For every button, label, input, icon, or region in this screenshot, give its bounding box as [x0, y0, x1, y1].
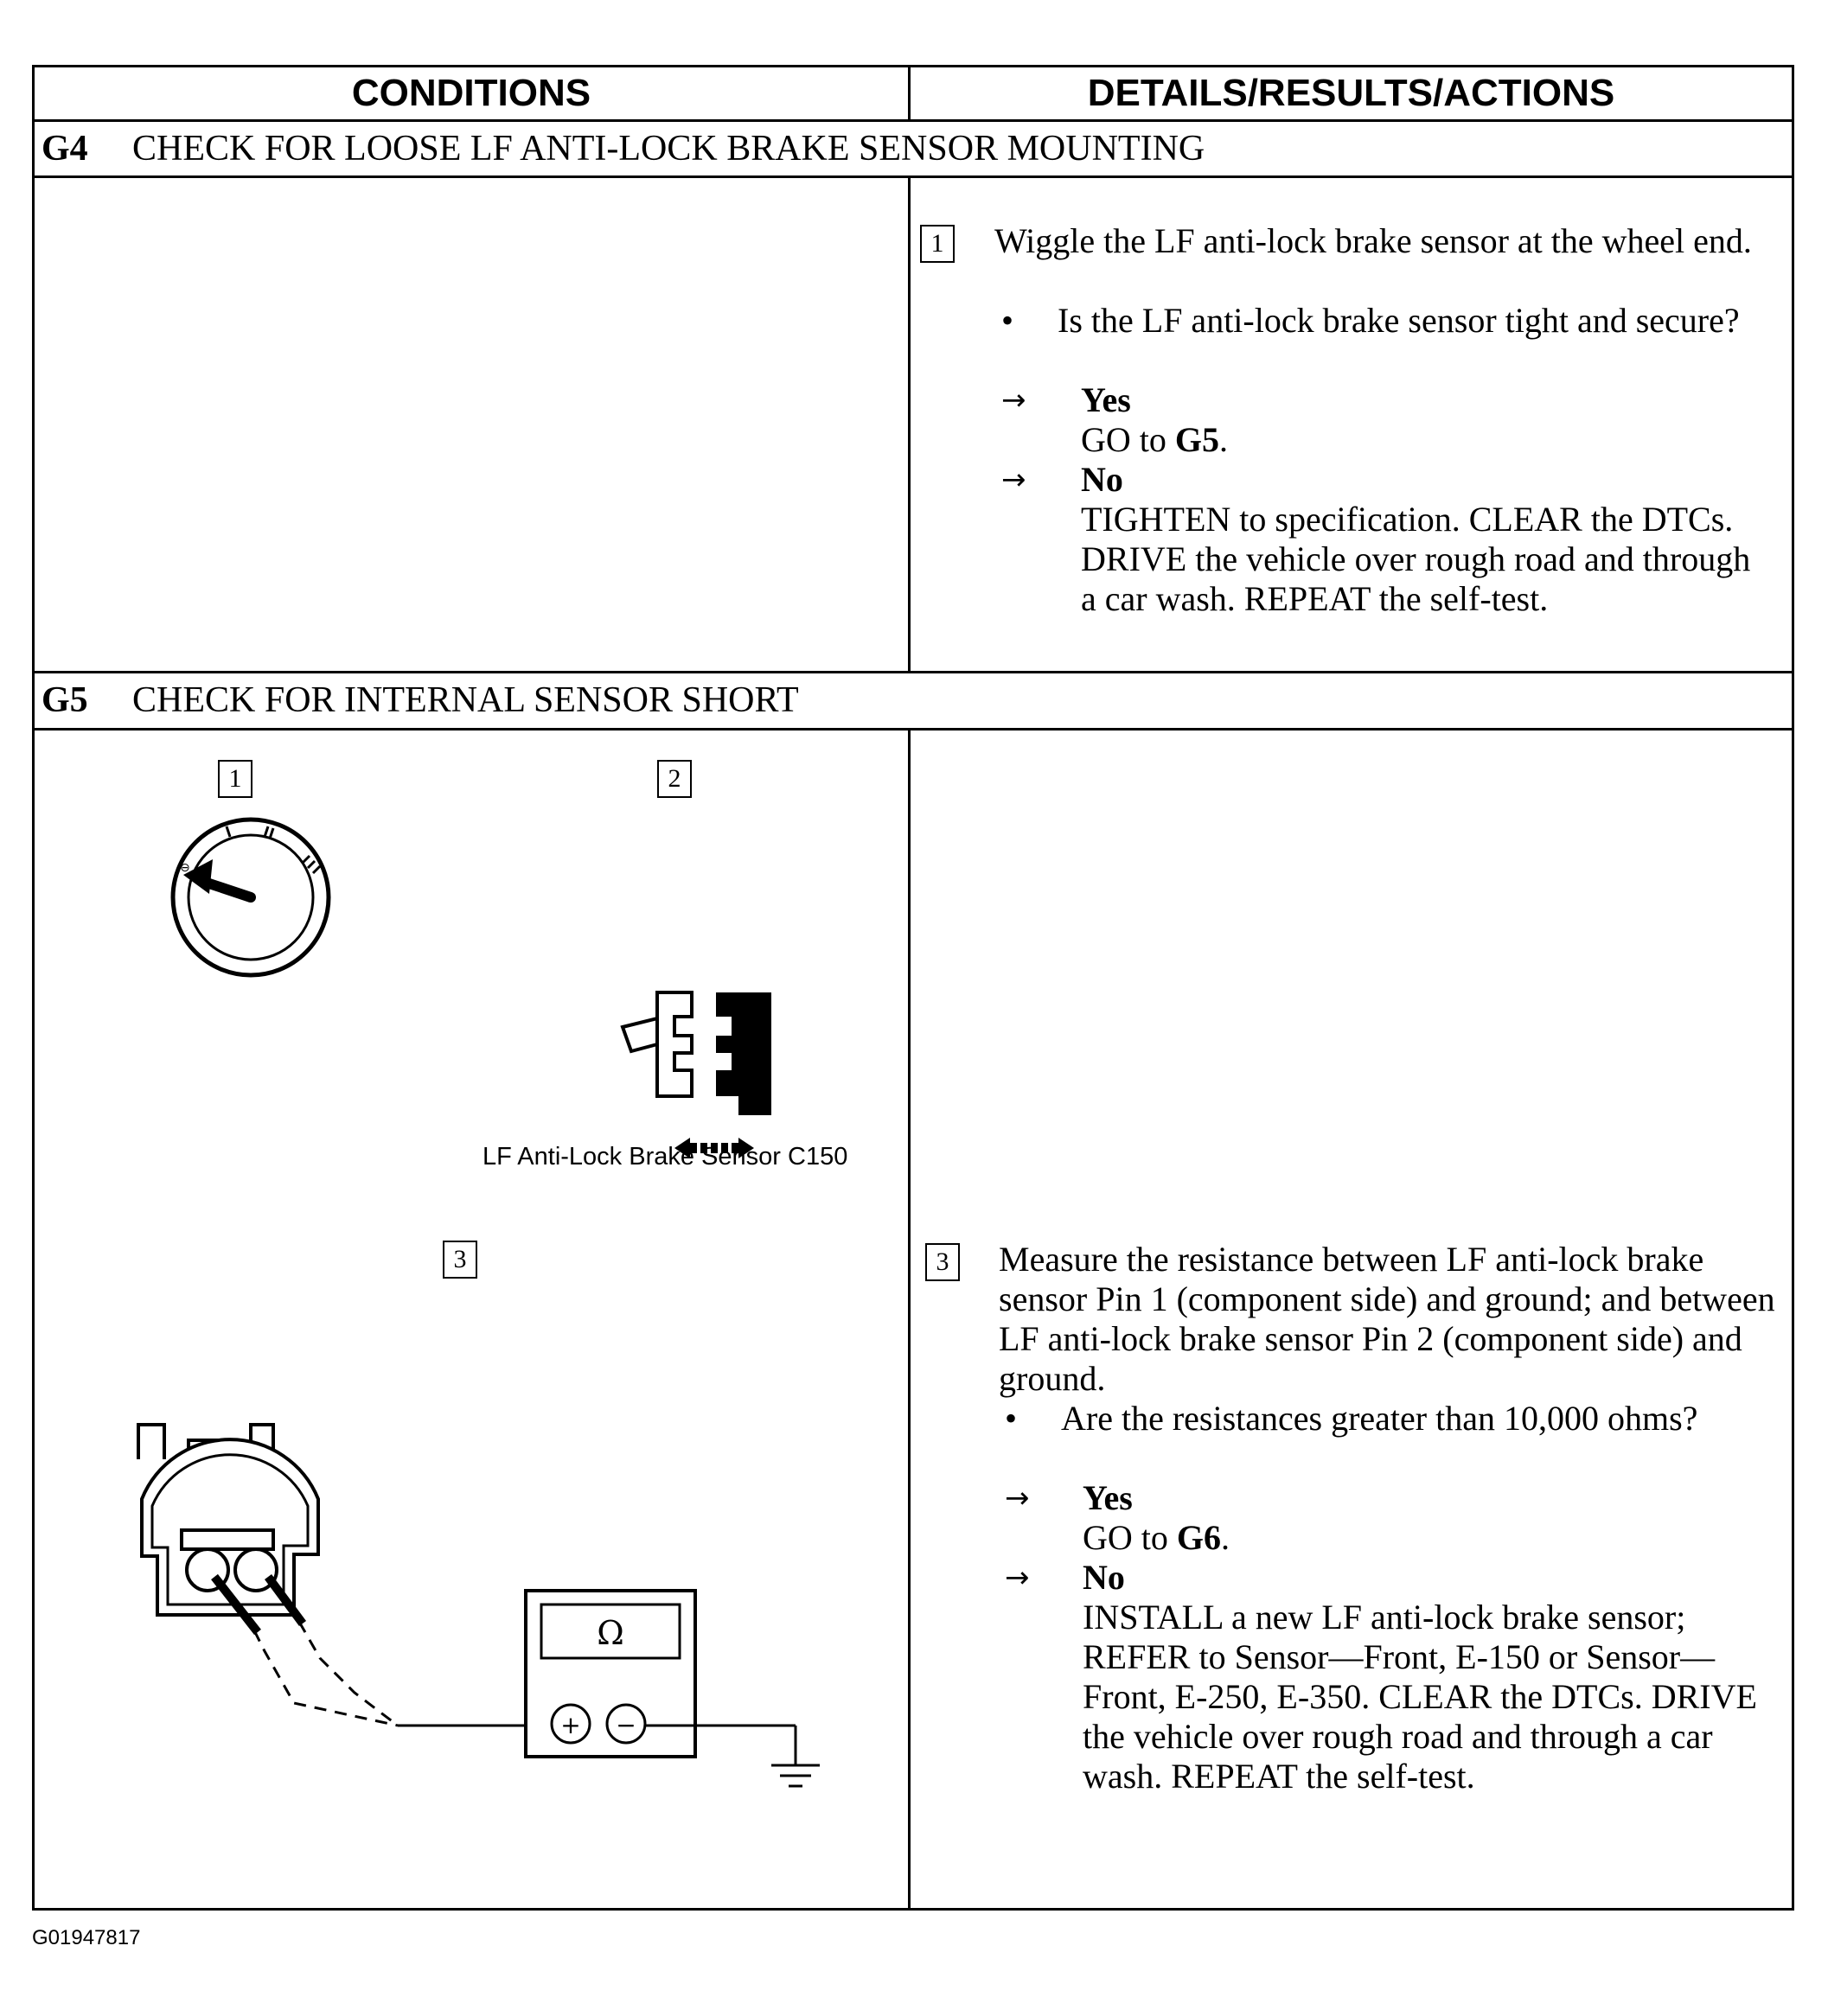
no-arrow-icon: →	[1005, 1560, 1030, 1595]
fig2-step-number: 2	[657, 760, 692, 798]
g5-step-number: 3	[925, 1243, 960, 1281]
g4-yes-action: GO to G5.	[1081, 420, 1229, 459]
figure-id: G01947817	[32, 1926, 141, 1949]
g4-section-title	[42, 122, 1205, 175]
details-header: DETAILS/RESULTS/ACTIONS	[1087, 72, 1615, 114]
g4-question: Is the LF anti-lock brake sensor tight and secure?	[1058, 301, 1740, 340]
g5-yes-action: GO to G6.	[1083, 1518, 1230, 1557]
g5-yes-label: Yes	[1083, 1478, 1133, 1517]
g4-instruction: Wiggle the LF anti-lock brake sensor at the wheel end.	[994, 221, 1752, 260]
fig2-caption: LF Anti-Lock Brake Sensor C150	[483, 1143, 848, 1171]
yes-arrow-icon: →	[1005, 1481, 1030, 1515]
g5-yes-target: G6	[1176, 1518, 1222, 1557]
g4-no-label: No	[1081, 460, 1123, 499]
g5-code: G5	[42, 680, 88, 720]
column-divider	[908, 67, 911, 122]
meter-symbol: Ω	[597, 1614, 624, 1652]
g4-bullet: •	[1001, 301, 1014, 340]
meter-minus: −	[616, 1711, 636, 1739]
sensor-ohmmeter-diagram	[35, 1330, 899, 1814]
g4-yes-target: G5	[1174, 420, 1220, 459]
ohmmeter-icon	[526, 1591, 695, 1757]
g5-no-action: INSTALL a new LF anti-lock brake sensor; REFER to Sensor—Front, E-150 or Sensor—Front, E-250, E-350. CLEAR the DTCs. DRIVE the vehicle over rough road and through a car wash. REPEAT the self-test.	[1083, 1598, 1757, 1796]
g5-question: Are the resistances greater than 10,000 ohms?	[1061, 1399, 1698, 1438]
column-divider	[908, 175, 911, 673]
diagnostic-table	[32, 65, 1794, 1911]
divider	[35, 175, 1792, 178]
g4-yes-label: Yes	[1081, 380, 1131, 419]
yes-arrow-icon: →	[1001, 383, 1026, 418]
ignition-key-icon	[164, 811, 337, 984]
g4-no-action: TIGHTEN to specification. CLEAR the DTCs. DRIVE the vehicle over rough road and through a car wash. REPEAT the self-test.	[1081, 500, 1751, 618]
g5-section-title	[42, 673, 799, 727]
g5-no-label: No	[1083, 1558, 1125, 1597]
divider	[35, 728, 1792, 730]
column-divider	[908, 728, 911, 1908]
g4-step-number: 1	[920, 225, 955, 263]
g5-instruction: Measure the resistance between LF anti-lock brake sensor Pin 1 (component side) and ground; and between LF anti-lock brake sensor Pin 2 (component side) and ground.	[999, 1240, 1775, 1398]
meter-plus: +	[560, 1711, 581, 1739]
sensor-connector-icon	[138, 1425, 318, 1615]
no-arrow-icon: →	[1001, 463, 1026, 497]
g4-code: G4	[42, 129, 88, 169]
conditions-header: CONDITIONS	[351, 72, 591, 114]
g4-title: CHECK FOR LOOSE LF ANTI-LOCK BRAKE SENSOR MOUNTING	[132, 129, 1205, 169]
g5-title: CHECK FOR INTERNAL SENSOR SHORT	[132, 680, 799, 720]
fig3-step-number: 3	[443, 1241, 477, 1279]
svg-text:⊖: ⊖	[180, 861, 190, 875]
fig1-step-number: 1	[218, 760, 252, 798]
ground-icon	[771, 1765, 820, 1786]
g5-bullet: •	[1005, 1399, 1018, 1438]
